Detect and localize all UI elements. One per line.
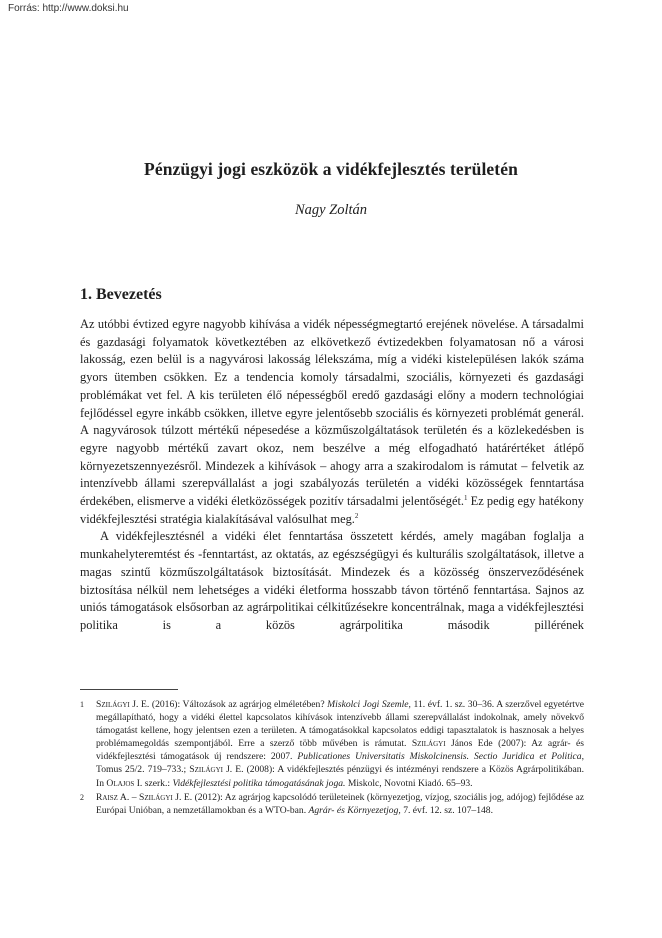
footnote-text: , Tomus 25/2. 719–733.; <box>96 751 584 776</box>
footnote-text: Miskolc, Novotni Kiadó. 65–93. <box>345 777 473 789</box>
footnote-author: Szilágyi <box>139 791 173 803</box>
footnote-author: Szilágyi <box>189 764 223 776</box>
author-name: Nagy Zoltán <box>294 202 368 218</box>
footnote-number: 2 <box>80 792 84 802</box>
footnote-text: 11. évf. 1. sz. 30–36. A szerzővel egyetértve megállapítható, hogy a vidéki élettel kapcsolatos kihívások intenzívebb állami szerepvállalást indokolnak, amely növekvő támogatást kellene, hogy jelentsen ezen a területen. A támogatásokkal kapcsolatos eddigi tapasztalatok is hasznosak a helyes problémamegoldás szempontjából. Erre a szerző több művében is rámutat. <box>96 699 584 750</box>
footnote-text: I. szerk.: <box>134 777 173 789</box>
footnote-separator <box>80 689 178 690</box>
footnote-text: János Ede (2007): Az agrár- és vidékfejlesztési támogatások új rendszere: 2007. <box>96 738 584 763</box>
footnote-text: A. – <box>117 791 140 803</box>
footnote-author: Szilágyi <box>411 738 446 750</box>
paragraph-1-text: Az utóbbi évtized egyre nagyobb kihívása a vidék népességmegtartó erejének növelése. A társadalmi és gazdasági folyamatok következtében az elkövetkező évtizedekben folyamatosan nő a városi lakosság, ezen belül is a nagyvárosi lakosság lélekszáma, míg a vidéki kistelepülésen lakók száma gyors ütemben csökken. Ez a tendencia komoly társadalmi, szociális, környezeti és gazdasági problémákat vet fel. A kis területen élő népességből eredő gazdasági előny a modern technológiai fejlődéssel egyre inkább csökken, illetve egyre jelentősebb szociális és környezeti problémát generál. A nagyvárosok túlzott mértékű népesedése a közműszolgáltatások területén és a közlekedésben is egyre nagyobb mértékű zavart okoz, nem beszélve a még elfogadható határértéket átlépő környezetszennyezésről. Mindezek a kihívások – ahogy arra a szakirodalom is rámutat – felvetik az intenzívebb állami szerepvállalást a jogi szabályozás területén a vidéki közösségek fenntartása érdekében, elismerve a vidéki életközösségek pozitív társadalmi jelentőségét. <box>80 317 584 509</box>
footnote-text: (2016): Változások az agrárjog elméletében? <box>149 699 328 710</box>
footnote-journal: Miskolci Jogi Szemle, <box>327 699 411 710</box>
footnotes <box>80 698 584 817</box>
footnote-number: 1 <box>80 700 84 709</box>
footnote-author: Olajos <box>106 777 135 789</box>
paragraph-2: A vidékfejlesztésnél a vidéki élet fenntartása összetett kérdés, amely magában foglalja a munkahelyteremtést és -fenntartást, az oktatás, az egészségügyi és kulturális szolgáltatások, illetve a magas szintű közműszolgáltatások biztosítását. Mindezek és a közösség önszerveződésének biztosítása nélkül nem lehetséges a vidéki életforma hosszabb távon történő fenntartása. Sajnos az uniós támogatások elsősorban az agrárpolitikai célkitűzésekre koncentrálnak, maga a vidékfejlesztési politika is a közös agrárpolitika második pillérének <box>80 529 584 632</box>
footnote-journal: Agrár- és Környezetjog, <box>308 804 401 816</box>
footnote-ref-1[interactable]: 1 <box>464 494 468 503</box>
paragraph-1 <box>80 316 584 528</box>
footnote-ref-2[interactable]: 2 <box>354 511 359 520</box>
paragraph-1-text-end: Ez pedig egy hatékony vidékfejlesztési stratégia kialakításával valósulhat meg. <box>80 494 585 526</box>
footnote-journal: Publicationes Universitatis Miskolcinensis. Sectio Juridica et Politica <box>297 751 582 763</box>
footnote-text: J. E. (2008): A vidékfejlesztés pénzügyi és intézményi rendszere a Közös Agrárpolitikában. In <box>96 764 584 789</box>
paper-title: Pénzügyi jogi eszközök a vidékfejlesztés területén <box>144 159 518 179</box>
footnote-journal: Vidékfejlesztési politika támogatásának joga. <box>172 777 346 789</box>
footnote-text: J. E. (2012): Az agrárjog kapcsolódó területeinek (környezetjog, vízjog, szociális jog, adójog) fejlődése az Európai Unióban, a nemzetállamokban és a WTO-ban. <box>96 791 584 816</box>
footnote-2 <box>80 791 584 817</box>
footnote-author: Szilágyi J. E. <box>96 699 150 710</box>
footnote-1 <box>80 698 584 790</box>
body-text <box>80 316 584 635</box>
footnote-author: Raisz <box>96 791 118 803</box>
section-heading: 1. Bevezetés <box>80 286 162 303</box>
footnote-text: 7. évf. 12. sz. 107–148. <box>400 804 493 816</box>
source-note: Forrás: http://www.doksi.hu <box>8 3 129 14</box>
